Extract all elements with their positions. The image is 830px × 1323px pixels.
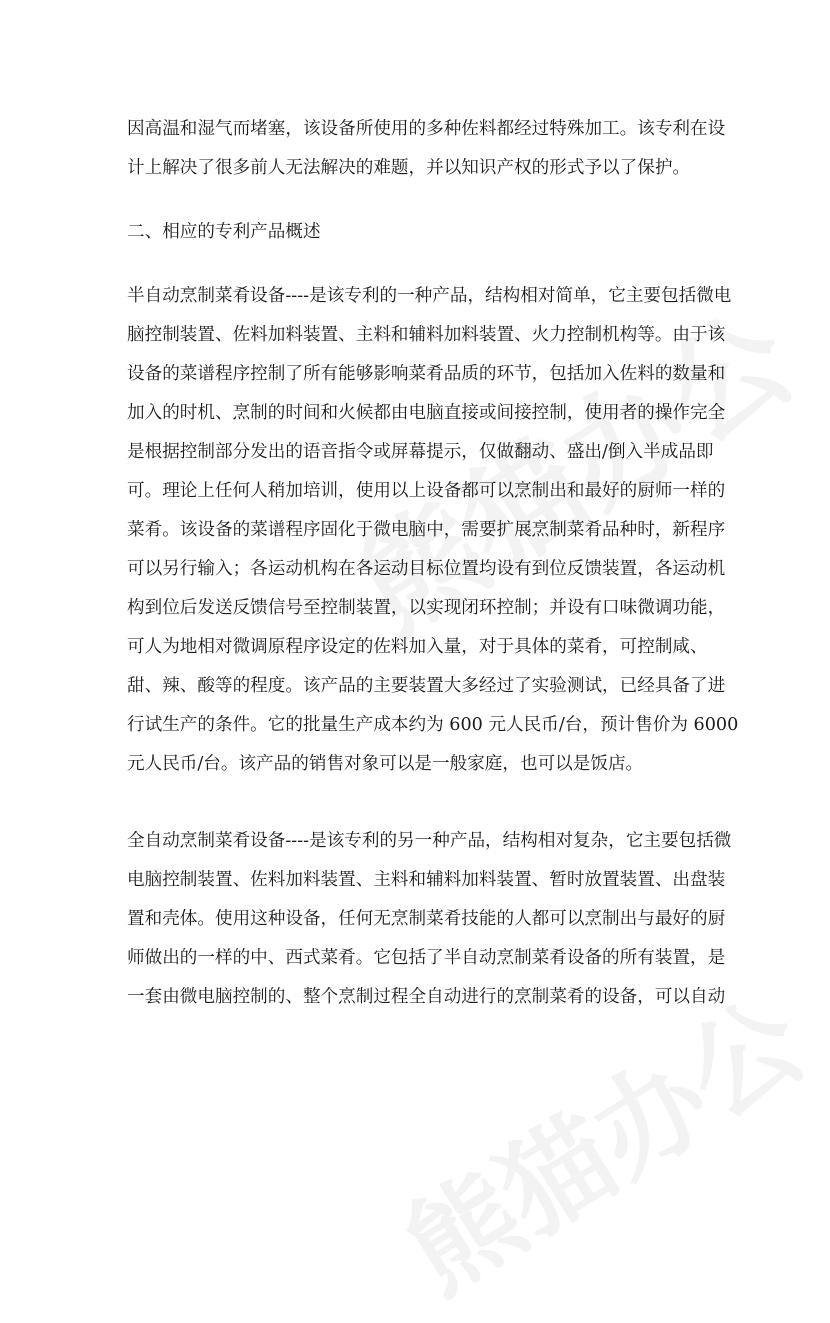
paragraph-line: 置和壳体。使用这种设备，任何无烹制菜肴技能的人都可以烹制出与最好的厨 bbox=[127, 909, 726, 929]
paragraph-line: 可以另行输入；各运动机构在各运动目标位置均设有到位反馈装置，各运动机 bbox=[127, 559, 726, 579]
paragraph-line: 行试生产的条件。它的批量生产成本约为 600 元人民币/台，预计售价为 6000 bbox=[127, 715, 739, 735]
paragraph-line: 一套由微电脑控制的、整个烹制过程全自动进行的烹制菜肴的设备，可以自动 bbox=[127, 987, 726, 1007]
paragraph-line: 可人为地相对微调原程序设定的佐料加入量，对于具体的菜肴，可控制咸、 bbox=[127, 637, 708, 657]
paragraph-line: 构到位后发送反馈信号至控制装置，以实现闭环控制；并设有口味微调功能， bbox=[127, 598, 726, 618]
paragraph-line: 是根据控制部分发出的语音指令或屏幕提示，仅做翻动、盛出/倒入半成品即 bbox=[127, 442, 714, 462]
paragraph-line: 师做出的一样的中、西式菜肴。它包括了半自动烹制菜肴设备的所有装置，是 bbox=[127, 948, 726, 968]
paragraph-line: 计上解决了很多前人无法解决的难题，并以知识产权的形式予以了保护。 bbox=[127, 158, 691, 178]
paragraph-line: 电脑控制装置、佐料加料装置、主料和辅料加料装置、暂时放置装置、出盘装 bbox=[127, 870, 726, 890]
paragraph-line: 可。理论上任何人稍加培训，使用以上设备都可以烹制出和最好的厨师一样的 bbox=[127, 481, 726, 501]
paragraph-line: 元人民币/台。该产品的销售对象可以是一般家庭，也可以是饭店。 bbox=[127, 754, 644, 774]
paragraph-line: 因高温和湿气而堵塞，该设备所使用的多种佐料都经过特殊加工。该专利在设 bbox=[127, 119, 726, 139]
paragraph-line: 菜肴。该设备的菜谱程序固化于微电脑中，需要扩展烹制菜肴品种时，新程序 bbox=[127, 520, 726, 540]
paragraph-line: 全自动烹制菜肴设备----是该专利的另一种产品，结构相对复杂，它主要包括微 bbox=[127, 831, 732, 851]
paragraph-line: 半自动烹制菜肴设备----是该专利的一种产品，结构相对简单，它主要包括微电 bbox=[127, 286, 732, 306]
paragraph-line: 加入的时机、烹制的时间和火候都由电脑直接或间接控制，使用者的操作完全 bbox=[127, 403, 726, 423]
section-heading: 二、相应的专利产品概述 bbox=[127, 222, 321, 242]
paragraph-line: 脑控制装置、佐料加料装置、主料和辅料加料装置、火力控制机构等。由于该 bbox=[127, 325, 726, 345]
paragraph-line: 设备的菜谱程序控制了所有能够影响菜肴品质的环节，包括加入佐料的数量和 bbox=[127, 364, 726, 384]
watermark bbox=[372, 955, 829, 1322]
paragraph-line: 甜、辣、酸等的程度。该产品的主要装置大多经过了实验测试，已经具备了进 bbox=[127, 676, 726, 696]
